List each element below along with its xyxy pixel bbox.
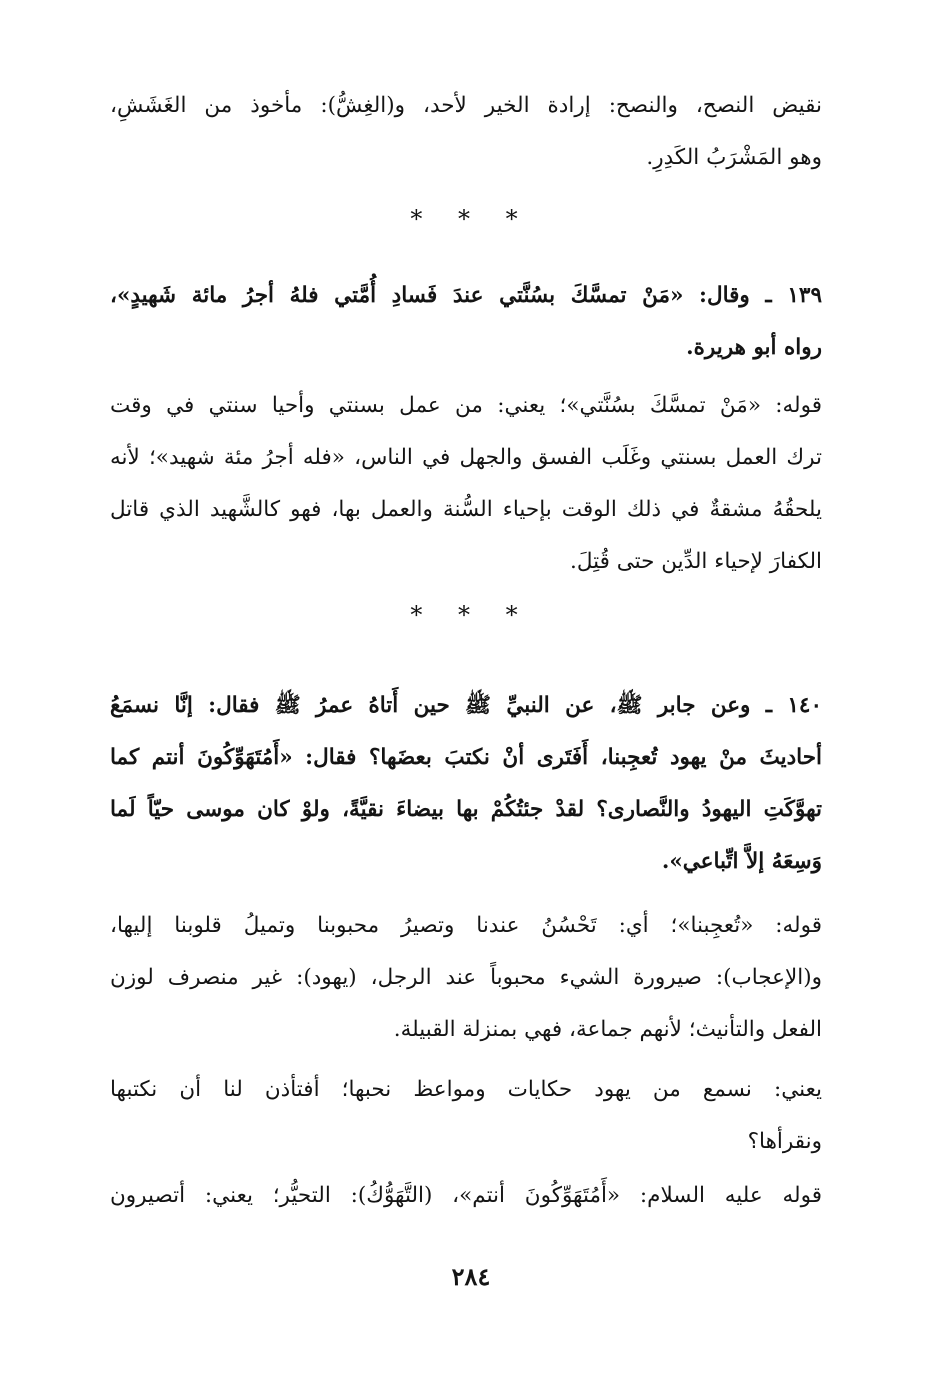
commentary-140-a	[110, 900, 822, 1056]
section-separator: * * *	[410, 601, 532, 629]
hadith-line: ١٣٩ ـ وقال: «مَنْ تمسَّكَ بسُنَّتي عندَ فَسادِ أُمَّتي فلهُ أجرُ مائة شَهيدٍ»،	[110, 283, 822, 308]
text-line: و(الإعجاب): صيرورة الشيء محبوباً عند الرجل، (يهود): غير منصرف لوزن	[110, 965, 822, 990]
hadith-line: ١٤٠ ـ وعن جابر ﷺ، عن النبيِّ ﷺ حين أَتاهُ عمرُ ﷺ فقال: إنَّا نسمَعُ	[110, 693, 822, 718]
hadith-line: تهوَّكَتِ اليهودُ والنَّصارى؟ لقدْ جئتُكُمْ بها بيضاءَ نقيَّةً، ولوْ كان موسى حيّاً لَما	[110, 797, 822, 822]
hadith-line: رواه أبو هريرة.	[686, 335, 822, 360]
text-line: الكفارَ لإحياء الدِّين حتى قُتِلَ.	[570, 549, 822, 574]
text-line: يعني: نسمع من يهود حكايات ومواعظ نحبها؛ أفتأذن لنا أن نكتبها	[110, 1077, 822, 1102]
text-line: قوله: «تُعجِبنا»؛ أي: تَحْسُنُ عندنا وتصيرُ محبوبنا وتميلُ قلوبنا إليها،	[110, 913, 822, 938]
commentary-140-c	[110, 1170, 822, 1222]
text-line: وهو المَشْرَبُ الكَدِرِ.	[646, 145, 822, 170]
hadith-139	[110, 270, 822, 374]
commentary-140-b	[110, 1064, 822, 1168]
text-line: الفعل والتأنيث؛ لأنهم جماعة، فهي بمنزلة القبيلة.	[393, 1017, 822, 1042]
text-line: نقيض النصح، والنصح: إرادة الخير لأحد، و(الغِشُّ): مأخوذ من الغَشَشِ،	[110, 93, 822, 118]
intro-paragraph	[110, 80, 822, 184]
page-number: ٢٨٤	[451, 1262, 491, 1291]
text-line: قوله: «مَنْ تمسَّكَ بسُنَّتي»؛ يعني: من عمل بسنتي وأحيا سنتي في وقت	[110, 393, 822, 418]
hadith-140	[110, 680, 822, 888]
text-line: ترك العمل بسنتي وغَلَب الفسق والجهل في الناس، «فله أجرُ مئة شهيد»؛ لأنه	[110, 445, 822, 470]
hadith-line: وَسِعَهُ إلاَّ اتِّباعي».	[661, 849, 822, 874]
text-line: يلحقُهُ مشقةٌ في ذلك الوقت بإحياء السُّنة والعمل بها، فهو كالشَّهيد الذي قاتل	[110, 497, 822, 522]
text-line: قوله عليه السلام: «أَمُتَهَوِّكُونَ أنتم»، (التَّهَوُّكُ): التحيُّر؛ يعني: أتصيرون	[110, 1183, 822, 1208]
section-separator: * * *	[410, 205, 532, 233]
text-line: ونقرأها؟	[747, 1129, 822, 1154]
commentary-139	[110, 380, 822, 588]
hadith-line: أحاديثَ منْ يهود تُعجِبنا، أَفَتَرى أنْ نكتبَ بعضَها؟ فقال: «أَمُتَهَوِّكُونَ أنتم كما	[110, 745, 822, 770]
